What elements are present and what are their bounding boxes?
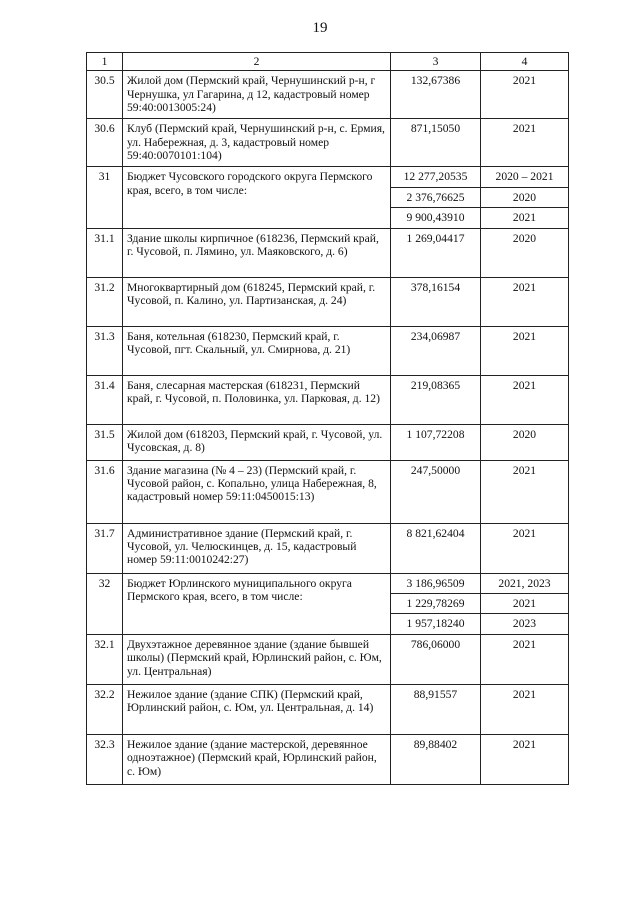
row-year: 2023 xyxy=(481,614,569,634)
row-number: 32 xyxy=(87,573,123,634)
row-number: 31.1 xyxy=(87,228,123,277)
column-header: 3 xyxy=(391,53,481,71)
row-amount: 12 277,20535 xyxy=(391,167,481,187)
table-row xyxy=(87,119,569,167)
row-amount: 786,06000 xyxy=(391,634,481,684)
row-year: 2020 xyxy=(481,424,569,460)
row-year: 2021 xyxy=(481,326,569,375)
row-number: 31.4 xyxy=(87,375,123,424)
row-year: 2020 xyxy=(481,187,569,207)
row-number: 31 xyxy=(87,167,123,228)
row-number: 32.3 xyxy=(87,734,123,784)
table-row xyxy=(87,684,569,734)
table-row xyxy=(87,277,569,326)
row-number: 30.5 xyxy=(87,71,123,119)
row-description: Бюджет Чусовского городского округа Пермского края, всего, в том числе: xyxy=(123,167,391,228)
row-year: 2021 xyxy=(481,634,569,684)
row-amount: 9 900,43910 xyxy=(391,208,481,228)
row-year: 2021 xyxy=(481,208,569,228)
row-number: 31.2 xyxy=(87,277,123,326)
row-year: 2021 xyxy=(481,523,569,573)
row-number: 31.3 xyxy=(87,326,123,375)
row-number: 31.5 xyxy=(87,424,123,460)
row-amount: 219,08365 xyxy=(391,375,481,424)
table-row xyxy=(87,523,569,573)
row-amount: 1 957,18240 xyxy=(391,614,481,634)
row-description: Нежилое здание (здание СПК) (Пермский край, Юрлинский район, с. Юм, ул. Центральная, д. 14) xyxy=(123,684,391,734)
row-number: 32.2 xyxy=(87,684,123,734)
row-year: 2021 xyxy=(481,119,569,167)
table-row xyxy=(87,326,569,375)
table-header-row xyxy=(87,53,569,71)
row-year: 2021 xyxy=(481,375,569,424)
row-description: Жилой дом (Пермский край, Чернушинский р-н, г Чернушка, ул Гагарина, д 12, кадастровый номер 59:40:0013005:24) xyxy=(123,71,391,119)
row-year: 2020 xyxy=(481,228,569,277)
row-amount: 3 186,96509 xyxy=(391,573,481,593)
row-year: 2021, 2023 xyxy=(481,573,569,593)
row-amount: 88,91557 xyxy=(391,684,481,734)
row-amount: 2 376,76625 xyxy=(391,187,481,207)
row-description: Клуб (Пермский край, Чернушинский р-н, с. Ермия, ул. Набережная, д. 3, кадастровый номер 59:40:0070101:104) xyxy=(123,119,391,167)
row-year: 2021 xyxy=(481,71,569,119)
row-amount: 247,50000 xyxy=(391,460,481,523)
row-amount: 8 821,62404 xyxy=(391,523,481,573)
row-description: Нежилое здание (здание мастерской, деревянное одноэтажное) (Пермский край, Юрлинский район, с. Юм) xyxy=(123,734,391,784)
row-amount: 1 107,72208 xyxy=(391,424,481,460)
budget-table xyxy=(86,52,569,785)
column-header: 2 xyxy=(123,53,391,71)
row-amount: 132,67386 xyxy=(391,71,481,119)
row-description: Бюджет Юрлинского муниципального округа Пермского края, всего, в том числе: xyxy=(123,573,391,634)
row-description: Административное здание (Пермский край, г. Чусовой, ул. Челюскинцев, д. 15, кадастровый номер 59:11:0010242:27) xyxy=(123,523,391,573)
table-row xyxy=(87,167,569,187)
row-amount: 378,16154 xyxy=(391,277,481,326)
row-description: Двухэтажное деревянное здание (здание бывшей школы) (Пермский край, Юрлинский район, с. Юм, ул. Центральная) xyxy=(123,634,391,684)
table-row xyxy=(87,460,569,523)
table-row xyxy=(87,424,569,460)
row-number: 31.6 xyxy=(87,460,123,523)
row-amount: 1 269,04417 xyxy=(391,228,481,277)
table-row xyxy=(87,228,569,277)
row-year: 2021 xyxy=(481,594,569,614)
row-year: 2021 xyxy=(481,460,569,523)
row-description: Жилой дом (618203, Пермский край, г. Чусовой, ул. Чусовская, д. 8) xyxy=(123,424,391,460)
table-row xyxy=(87,375,569,424)
row-description: Здание магазина (№ 4 – 23) (Пермский край, г. Чусовой район, с. Копально, улица Набережная, 8, кадастровый номер 59:11:0450015:13) xyxy=(123,460,391,523)
column-header: 4 xyxy=(481,53,569,71)
row-year: 2021 xyxy=(481,684,569,734)
table-row xyxy=(87,734,569,784)
row-description: Баня, слесарная мастерская (618231, Пермский край, г. Чусовой, п. Половинка, ул. Парковая, д. 12) xyxy=(123,375,391,424)
row-number: 30.6 xyxy=(87,119,123,167)
row-description: Многоквартирный дом (618245, Пермский край, г. Чусовой, п. Калино, ул. Партизанская, д. 24) xyxy=(123,277,391,326)
row-year: 2020 – 2021 xyxy=(481,167,569,187)
table-row xyxy=(87,634,569,684)
column-header: 1 xyxy=(87,53,123,71)
table-row xyxy=(87,573,569,593)
row-description: Здание школы кирпичное (618236, Пермский край, г. Чусовой, п. Лямино, ул. Маяковского, д. 6) xyxy=(123,228,391,277)
row-amount: 1 229,78269 xyxy=(391,594,481,614)
row-amount: 89,88402 xyxy=(391,734,481,784)
row-number: 32.1 xyxy=(87,634,123,684)
page-number: 19 xyxy=(312,20,328,36)
table-row xyxy=(87,71,569,119)
row-year: 2021 xyxy=(481,277,569,326)
row-number: 31.7 xyxy=(87,523,123,573)
row-amount: 871,15050 xyxy=(391,119,481,167)
row-amount: 234,06987 xyxy=(391,326,481,375)
row-description: Баня, котельная (618230, Пермский край, г. Чусовой, пгт. Скальный, ул. Смирнова, д. 21) xyxy=(123,326,391,375)
row-year: 2021 xyxy=(481,734,569,784)
